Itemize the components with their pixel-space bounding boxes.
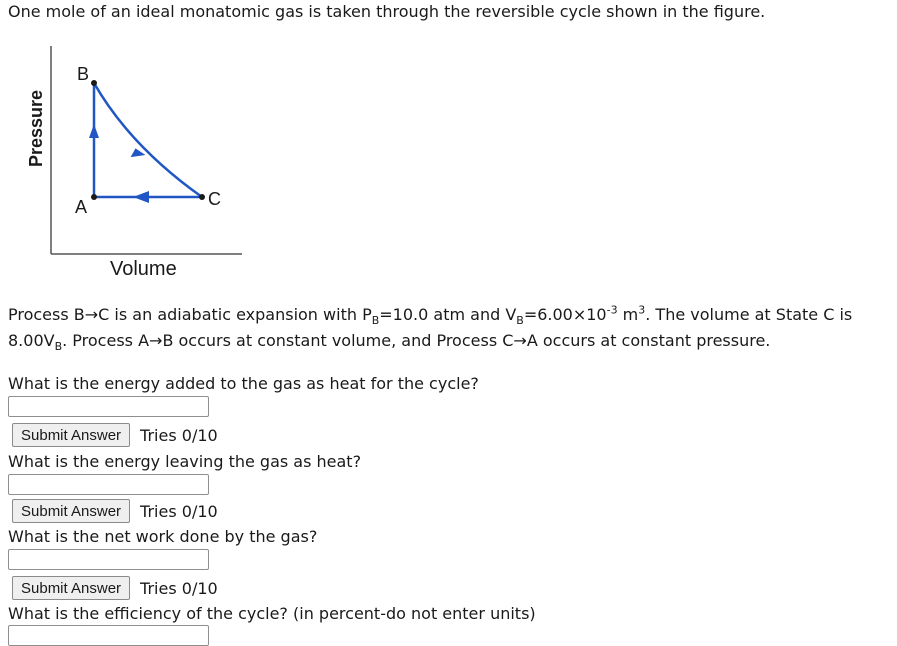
subscript-b: B [371,314,380,328]
label-a: A [75,197,88,217]
pv-diagram-svg [20,46,250,284]
process-text-1: Process B [8,305,85,324]
path-b-to-c [94,83,202,197]
problem-intro: One mole of an ideal monatomic gas is taken through the reversible cycle shown in the figure. [8,2,766,21]
process-text-4: =6.00×10 [523,305,607,324]
subscript-b: B [516,314,524,328]
question-heat-added: What is the energy added to the gas as heat for the cycle? [8,374,479,393]
submit-row-1 [12,423,218,447]
point-b [91,80,97,86]
point-a [91,194,97,200]
arrow-symbol: → [513,331,527,350]
x-axis-label: Volume [110,258,177,280]
question-heat-leaving: What is the energy leaving the gas as heat? [8,452,362,471]
y-axis-label: Pressure [26,89,46,167]
process-description [8,302,888,354]
answer-input-heat-leaving[interactable] [8,474,209,495]
tries-counter: Tries 0/10 [140,501,218,521]
superscript-cubed: 3 [638,303,646,317]
process-text-6: . The volume at State C is 8.00V [8,305,853,350]
arrow-symbol: → [84,305,99,324]
label-c: C [208,189,221,209]
point-c [199,194,205,200]
pv-diagram [20,46,250,284]
submit-answer-button[interactable]: Submit Answer [12,499,130,523]
arrow-symbol: → [149,331,163,350]
superscript-exponent: -3 [606,303,618,317]
arrow-a-to-b [89,124,99,138]
tries-counter: Tries 0/10 [140,578,218,598]
label-b: B [77,64,90,84]
process-text-9: A occurs at constant pressure. [526,331,771,350]
tries-counter: Tries 0/10 [140,425,218,445]
submit-answer-button[interactable]: Submit Answer [12,423,130,447]
subscript-b: B [54,340,63,354]
question-net-work: What is the net work done by the gas? [8,527,318,546]
submit-row-2 [12,499,218,523]
question-efficiency: What is the efficiency of the cycle? (in percent-do not enter units) [8,604,536,623]
submit-answer-button[interactable]: Submit Answer [12,576,130,600]
answer-input-net-work[interactable] [8,549,209,570]
process-text-3: =10.0 atm and V [379,305,517,324]
process-text-5: m [617,305,639,324]
process-text-8: B occurs at constant volume, and Process C [162,331,514,350]
answer-input-heat-added[interactable] [8,396,209,417]
submit-row-3 [12,576,218,600]
process-text-2: C is an adiabatic expansion with P [98,305,372,324]
answer-input-efficiency[interactable] [8,625,209,646]
process-text-7: . Process A [62,331,150,350]
arrow-c-to-a [133,191,149,203]
